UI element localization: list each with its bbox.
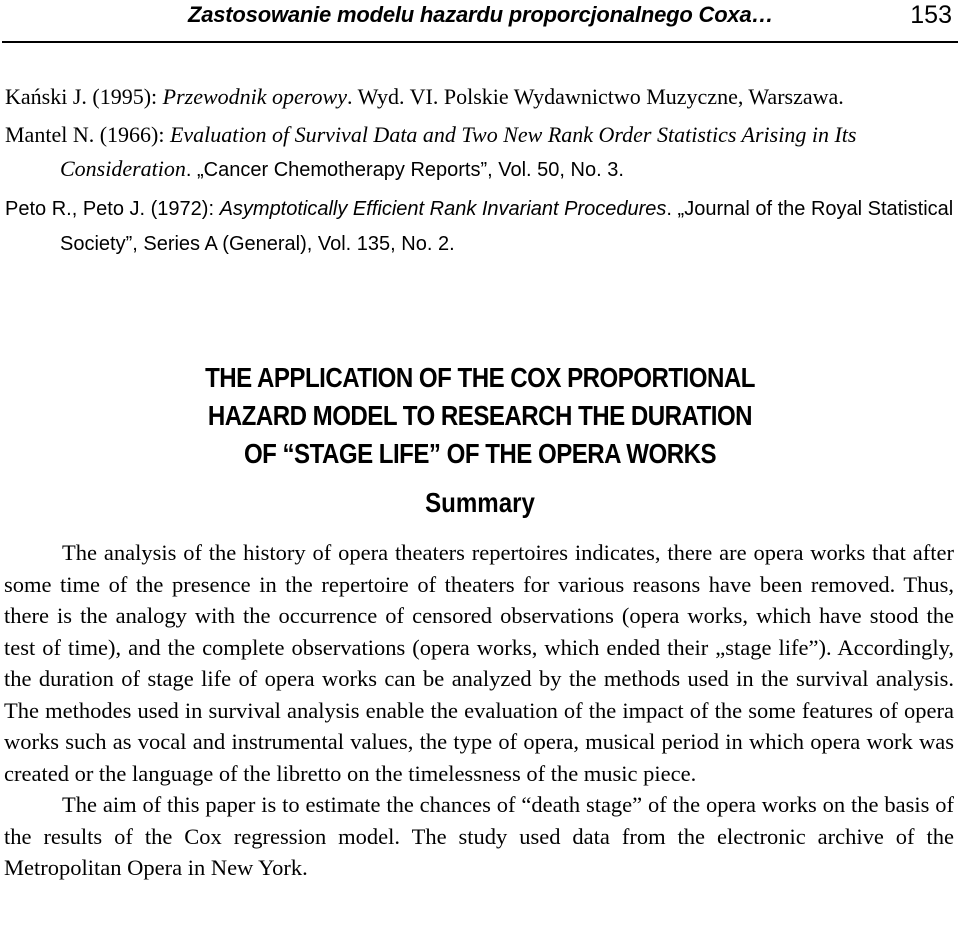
running-title: Zastosowanie modelu hazardu proporcjonalnego Coxa… [188, 2, 774, 27]
english-title-line: OF “STAGE LIFE” OF THE OPERA WORKS [243, 438, 717, 469]
reference-source: . „Cancer Chemotherapy Reports”, Vol. 50, No. 3. [185, 159, 624, 181]
summary-paragraph: The analysis of the history of opera theaters repertoires indicates, there are opera works that after some time of the presence in the repertoire of theaters for various reasons have been removed. Thus, there is the analogy with the occurrence of censored observations (opera works, which have stood the test of time), and the complete observations (opera works, which ended their „stage life”). Accordingly, the duration of stage life of opera works can be analyzed by the methods used in the survival analysis. The methodes used in survival analysis enable the evaluation of the impact of the some features of opera works such as vocal and instrumental values, the type of opera, musical period in which opera work was created or the language of the libretto on the timelessness of the music piece. [4, 540, 954, 786]
reference-list [0, 80, 958, 265]
english-title [67, 359, 893, 473]
reference-item [0, 191, 958, 261]
reference-title: Asymptotically Efficient Rank Invariant Procedures [219, 198, 667, 220]
reference-source: . „Journal of the Royal Statistical Society”, Series A (General), Vol. 135, No. 2. [60, 198, 954, 255]
running-header [0, 0, 960, 42]
reference-item [0, 118, 958, 187]
reference-title: Przewodnik operowy [162, 84, 347, 109]
reference-title: Evaluation of Survival Data and Two New Rank Order Statistics Arising in Its Consideration [60, 122, 857, 181]
reference-item [0, 80, 958, 114]
english-title-line: THE APPLICATION OF THE COX PROPORTIONAL [205, 362, 755, 393]
page-number: 153 [910, 1, 952, 29]
reference-authors: Mantel N. (1966): [5, 122, 170, 147]
reference-authors: Peto R., Peto J. (1972): [5, 198, 220, 220]
reference-authors: Kański J. (1995): [5, 84, 163, 109]
reference-source: . Wyd. VI. Polskie Wydawnictwo Muzyczne, Warszawa. [346, 84, 844, 109]
english-title-line: HAZARD MODEL TO RESEARCH THE DURATION [207, 400, 753, 431]
summary-paragraph: The aim of this paper is to estimate the chances of “death stage” of the opera works on the basis of the results of the Cox regression model. The study used data from the electronic archive of the Metropolitan Opera in New York. [4, 792, 954, 880]
header-rule [2, 41, 958, 43]
summary-body [4, 537, 954, 884]
summary-heading: Summary [425, 487, 535, 518]
